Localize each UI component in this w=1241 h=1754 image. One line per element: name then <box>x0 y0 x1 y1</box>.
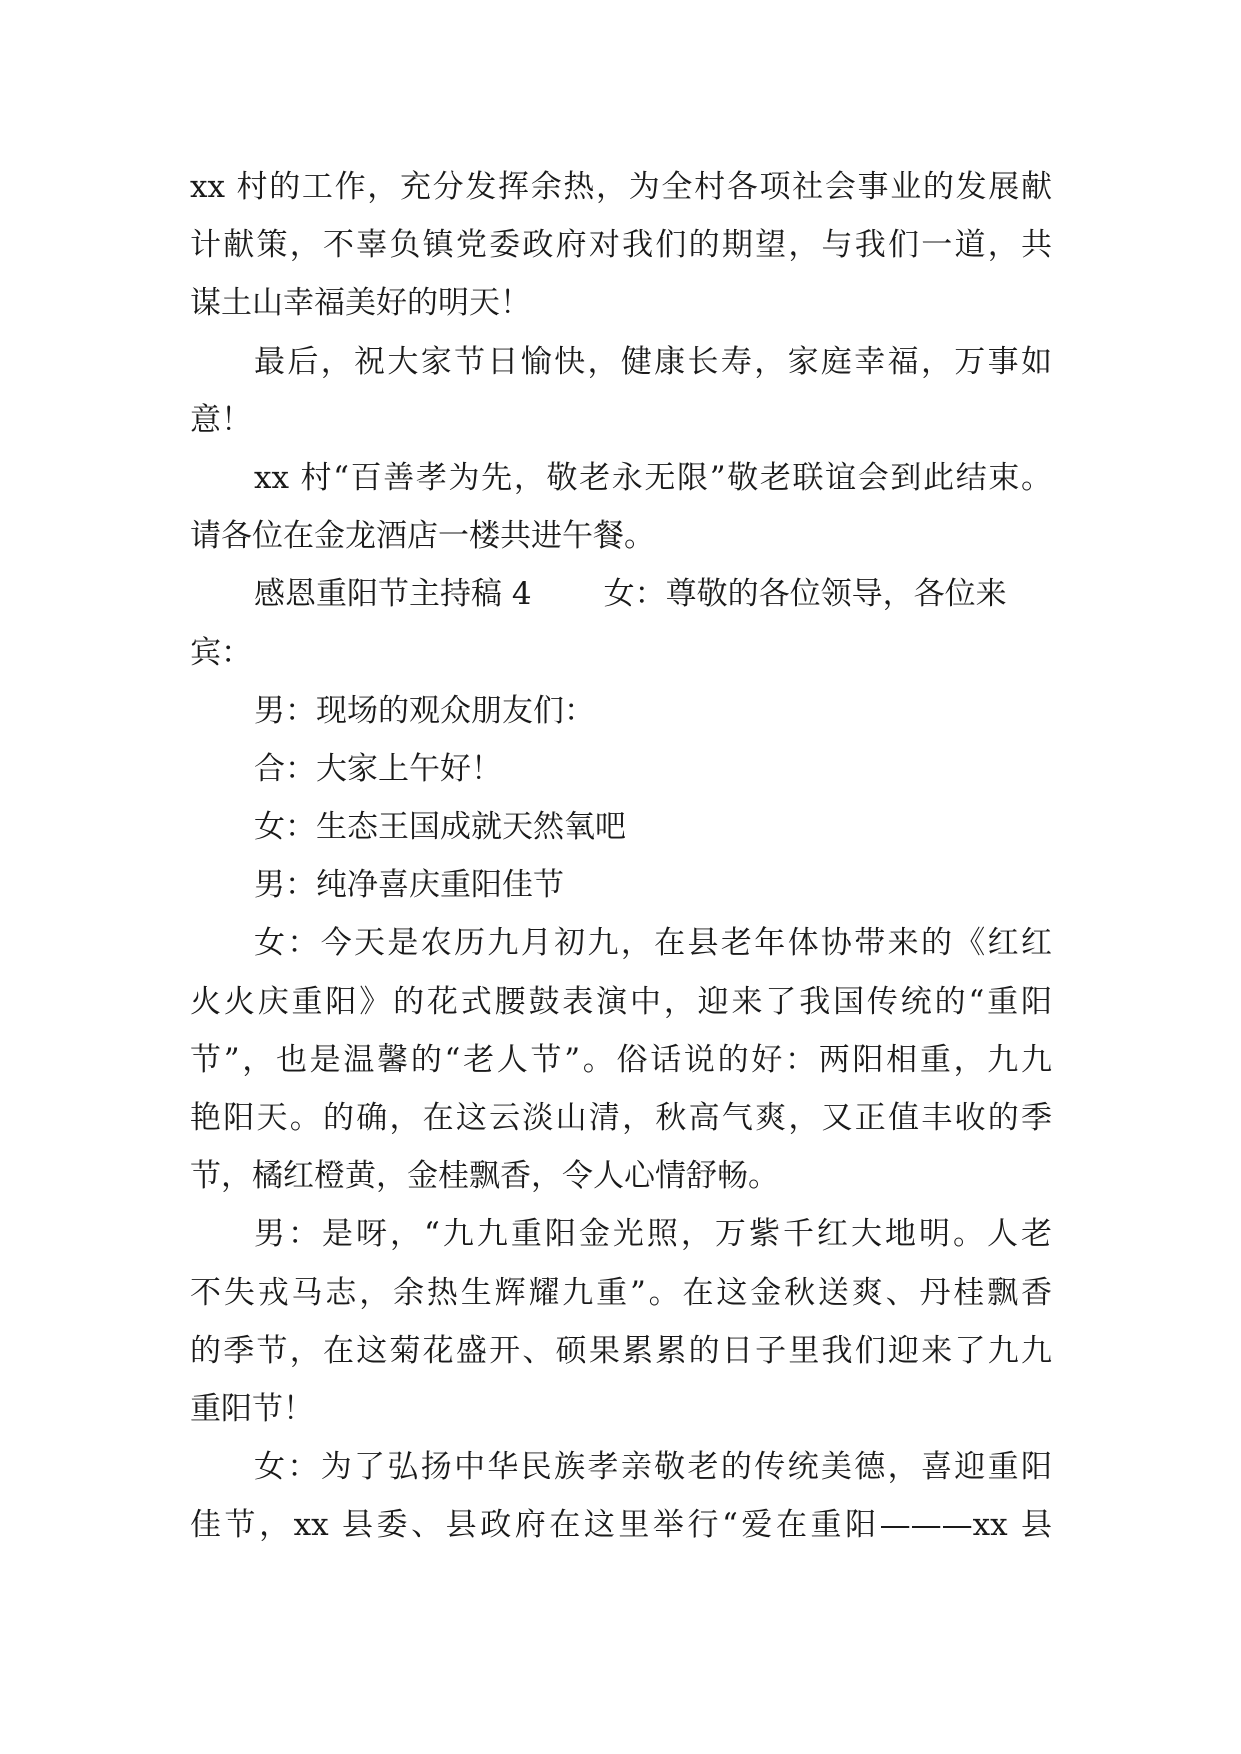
text-line: 意！ <box>190 401 252 438</box>
text-line: 佳节，xx 县委、县政府在这里举行“爱在重阳———xx 县 <box>190 1507 1052 1544</box>
text-line: 谋土山幸福美好的明天！ <box>190 285 531 322</box>
text-line: 计献策，不辜负镇党委政府对我们的期望，与我们一道，共 <box>190 227 1052 264</box>
heading-line <box>190 565 1052 623</box>
text-line: 火火庆重阳》的花式腰鼓表演中，迎来了我国传统的“重阳 <box>190 983 1052 1020</box>
text-line: 艳阳天。的确，在这云淡山清，秋高气爽，又正值丰收的季 <box>190 1100 1052 1136</box>
text-line: xx 村的工作，充分发挥余热，为全村各项社会事业的发展献 <box>190 169 1052 205</box>
text-line: 请各位在金龙酒店一楼共进午餐。 <box>190 518 655 555</box>
text-line: 男：是呀，“九九重阳金光照，万紫千红大地明。人老 <box>254 1216 1052 1253</box>
text-line: 宾： <box>190 634 252 671</box>
text-line: 男：现场的观众朋友们： <box>254 692 595 729</box>
text-line: 女：今天是农历九月初九，在县老年体协带来的《红红 <box>254 925 1052 962</box>
text-line: 最后，祝大家节日愉快，健康长寿，家庭幸福，万事如 <box>254 343 1052 380</box>
text-line: 不失戎马志，余热生辉耀九重”。在这金秋送爽、丹桂飘香 <box>190 1274 1052 1311</box>
dialogue-text: 女：尊敬的各位领导，各位来 <box>603 576 1007 613</box>
text-line: 女：生态王国成就天然氧吧 <box>254 809 626 846</box>
text-line: 合：大家上午好！ <box>254 750 502 787</box>
section-heading: 感恩重阳节主持稿 4 <box>254 576 532 613</box>
text-line: 重阳节！ <box>190 1390 314 1427</box>
document-body <box>190 158 1052 1555</box>
text-line: 男：纯净喜庆重阳佳节 <box>254 867 564 904</box>
text-line: 节”，也是温馨的“老人节”。俗话说的好：两阳相重，九九 <box>190 1041 1052 1078</box>
text-line: 的季节，在这菊花盛开、硕果累累的日子里我们迎来了九九 <box>190 1332 1052 1369</box>
text-line: 女：为了弘扬中华民族孝亲敬老的传统美德，喜迎重阳 <box>254 1449 1052 1486</box>
text-line: xx 村“百善孝为先，敬老永无限”敬老联谊会到此结束。 <box>254 459 1052 496</box>
text-line: 节，橘红橙黄，金桂飘香，令人心情舒畅。 <box>190 1158 779 1195</box>
